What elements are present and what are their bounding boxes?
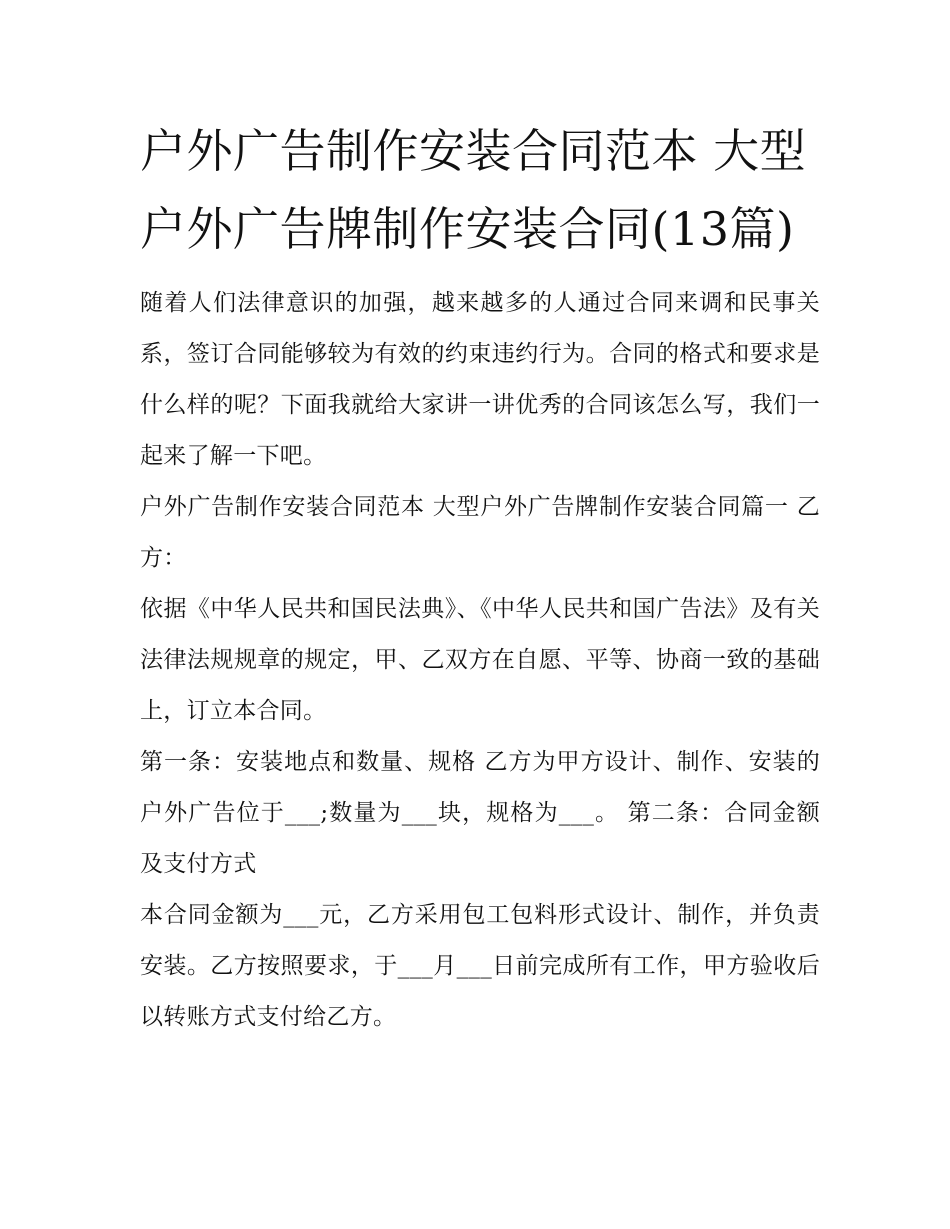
intro-paragraph: 随着人们法律意识的加强，越来越多的人通过合同来调和民事关系，签订合同能够较为有效的约束违约行为。合同的格式和要求是什么样的呢？下面我就给大家讲一讲优秀的合同该怎么写，我们一起来了解一下吧。 — [140, 290, 820, 469]
document-page — [140, 112, 820, 1043]
article-one-paragraph: 第一条：安装地点和数量、规格 乙方为甲方设计、制作、安装的户外广告位于___;数量为___块，规格为___。 第二条：合同金额及支付方式 — [140, 749, 820, 877]
document-title: 户外广告制作安装合同范本 大型户外广告牌制作安装合同(13篇) — [140, 124, 807, 256]
legal-basis-paragraph: 依据《中华人民共和国民法典》、《中华人民共和国广告法》及有关法律法规规章的规定，甲、乙双方在自愿、平等、协商一致的基础上，订立本合同。 — [140, 596, 820, 724]
section-heading-paragraph: 户外广告制作安装合同范本 大型户外广告牌制作安装合同篇一 乙方： — [140, 494, 820, 571]
contract-amount-paragraph: 本合同金额为___元，乙方采用包工包料形式设计、制作，并负责安装。乙方按照要求，于___月___日前完成所有工作，甲方验收后以转账方式支付给乙方。 — [140, 902, 820, 1030]
